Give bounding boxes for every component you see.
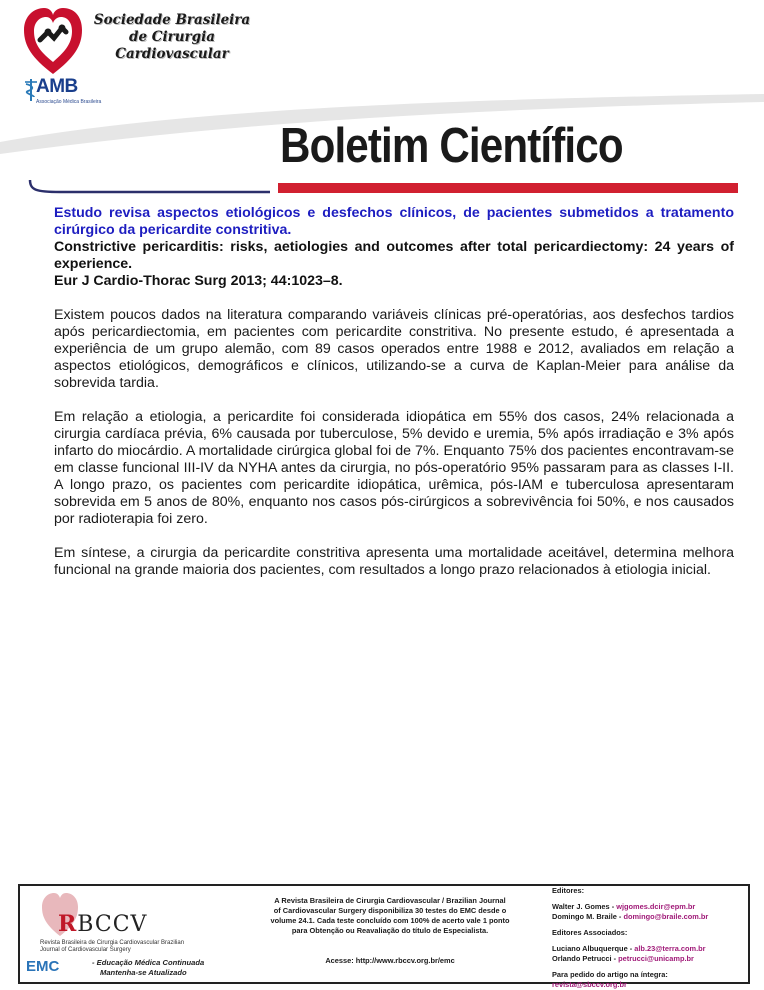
amb-logo-text: AMB [36, 76, 78, 97]
editors-column [552, 886, 742, 990]
editor-line: Walter J. Gomes - wjgomes.dcir@epm.br [552, 902, 696, 911]
emc-tagline: - Educação Médica Continuada Mantenha-se Atualizado [92, 958, 205, 977]
article-headline: Estudo revisa aspectos etiológicos e desfechos clínicos, de pacientes submetidos a tratamento cirúrgico da pericardite constritiva. [54, 205, 734, 238]
society-line-1: Sociedade Brasileira [93, 12, 251, 28]
associate-editors-heading: Editores Associados: [552, 928, 628, 937]
article-body [54, 205, 734, 579]
associate-editor-line: Orlando Petrucci - petrucci@unicamp.br [552, 954, 694, 963]
society-line-3: Cardiovascular [115, 46, 229, 62]
footer-box [18, 884, 750, 989]
associate-editor-line: Luciano Albuquerque - alb.23@terra.com.br [552, 944, 706, 953]
bulletin-title: Boletim Científico [280, 119, 623, 173]
amb-subtitle: Associação Médica Brasileira [36, 99, 102, 105]
editor-email-link[interactable]: wjgomes.dcir@epm.br [616, 902, 696, 911]
editors-heading: Editores: [552, 886, 585, 895]
page-header [0, 0, 764, 200]
emc-logo: EMC [26, 958, 60, 975]
emc-description: A Revista Brasileira de Cirurgia Cardiovascular / Brazilian Journal of Cardiovascular Surgery disponibiliza 30 testes do EMC desde o volume 24.1. Cada teste concluído com 100% de acerto vale 1 ponto para Obtenção ou Reavaliação do título de Especialista. [270, 896, 510, 935]
society-line-2: de Cirurgia [129, 29, 215, 45]
title-red-bar [278, 183, 738, 193]
article-english-title: Constrictive pericarditis: risks, aetiologies and outcomes after total pericardiectomy: 24 years of experience. [54, 239, 734, 272]
society-name [82, 12, 262, 63]
editor-email-link[interactable]: domingo@braile.com.br [623, 912, 709, 921]
editor-email-link[interactable]: petrucci@unicamp.br [618, 954, 694, 963]
article-reference: Eur J Cardio-Thorac Surg 2013; 44:1023–8. [54, 273, 343, 289]
article-paragraph: Em relação a etiologia, a pericardite foi considerada idiopática em 55% dos casos, 24% relacionada a cirurgia cardíaca prévia, 6% causada por tuberculose, 5% devido e uremia, 5% após irradiação e 3% após infarto do miocárdio. A mortalidade cirúrgica global foi de 7%. Enquanto 75% dos pacientes encontravam-se em classe funcional III-IV da NYHA antes da cirurgia, no pós-operatório 95% passaram para as classes I-II. A longo prazo, os pacientes com pericardite idiopática, urêmica, pós-IAM e tuberculosa apresentaram sobrevida em 5 anos de 80%, enquanto nos casos pós-cirúrgicos a sobrevivência foi 50%, e nos causados por radioterapia foi zero. [54, 409, 734, 527]
emc-access-link[interactable]: Acesse: http://www.rbccv.org.br/emc [325, 956, 455, 965]
article-paragraph: Existem poucos dados na literatura comparando variáveis clínicas pré-operatórias, aos desfechos tardios após pericardiectomia, em pacientes com pericardite constritiva. No presente estudo, é apresentada a experiência de um grupo alemão, com 89 casos operados entre 1988 e 2012, avaliados em relação a aspectos etiológicos, demográficos e clínicos, utilizando-se a curva de Kaplan-Meier para análise da sobrevida tardia. [54, 307, 734, 391]
article-paragraph: Em síntese, a cirurgia da pericardite constritiva apresenta uma mortalidade aceitável, determina melhora funcional na grande maioria dos pacientes, com resultados a longo prazo relacionados à etiologia inicial. [54, 545, 734, 578]
rbccv-logo-text: RBCCV [58, 911, 148, 937]
editor-email-link[interactable]: alb.23@terra.com.br [634, 944, 706, 953]
editor-line: Domingo M. Braile - domingo@braile.com.br [552, 912, 709, 921]
rbccv-subtitle: Revista Brasileira de Cirurgia Cardiovascular Brazilian Journal of Cardiovascular Surgery [40, 940, 185, 953]
sbccv-heart-logo [22, 6, 84, 78]
order-instructions: Para pedido do artigo na íntegra: [552, 970, 668, 979]
order-email-link[interactable]: revista@sbccv.org.br [552, 980, 627, 989]
